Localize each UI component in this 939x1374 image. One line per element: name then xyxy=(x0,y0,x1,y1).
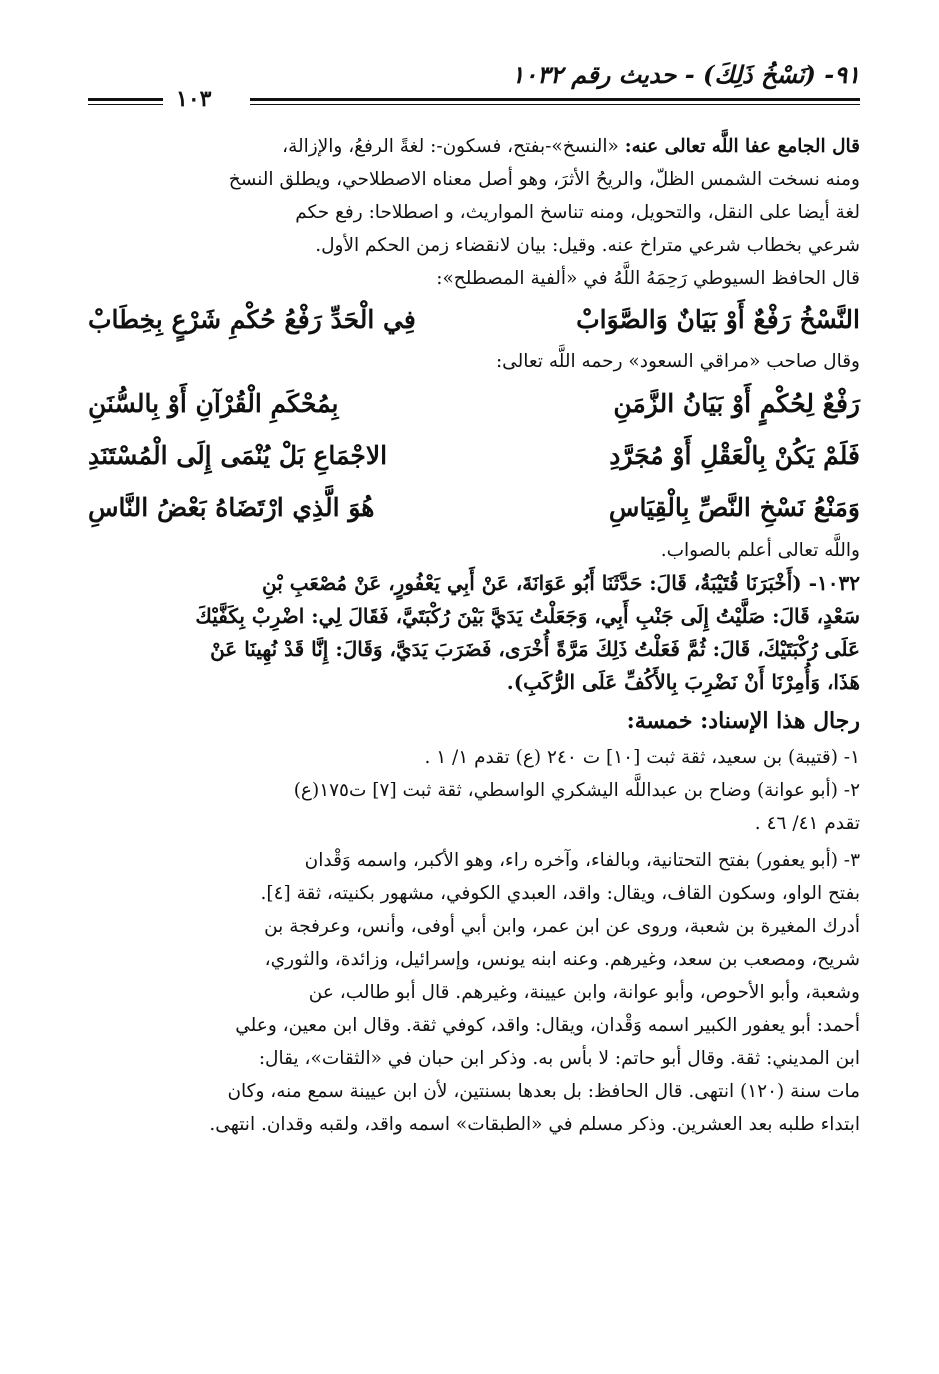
narrator-line: ابتداء طلبه بعد العشرين. وذكر مسلم في «الطبقات» اسمه واقد، ولقبه وقدان. انتهى. xyxy=(209,1114,860,1135)
book-page xyxy=(88,60,860,1350)
hadith-line: هَذَا، وَأُمِرْنَا أَنْ نَضْرِبَ بِالأَكُفِّ عَلَى الرُّكَبِ). xyxy=(506,670,860,694)
intro-line: ومنه نسخت الشمس الظلّ، والريحُ الأثرَ، وهو أصل معناه الاصطلاحي، ويطلق النسخ xyxy=(228,169,860,190)
intro-line: شرعي بخطاب شرعي متراخ عنه. وقيل: بيان لانقضاء زمن الحكم الأول. xyxy=(315,235,860,256)
maraqi-verse xyxy=(88,430,860,482)
hadith-number: ١٠٣٢- xyxy=(808,571,860,595)
header-rule-thin xyxy=(250,104,860,105)
suyuti-intro: قال الحافظ السيوطي رَحِمَهُ اللَّهُ في «ألفية المصطلح»: xyxy=(436,268,860,289)
verse-hemistich-left: فِي الْحَدِّ رَفْعُ حُكْمِ شَرْعٍ بِخِطَابْ xyxy=(88,305,416,334)
verse-hemistich-right: رَفْعٌ لِحُكْمٍ أَوْ بَيَانُ الزَّمَنِ xyxy=(613,389,860,418)
narrator-line: ٢- (أبو عوانة) وضاح بن عبداللَّه اليشكري الواسطي، ثقة ثبت [٧] ت١٧٥(ع) xyxy=(293,780,860,801)
section-heading: رجال هذا الإسناد: خمسة: xyxy=(626,708,860,734)
narrator-line: أدرك المغيرة بن شعبة، وروى عن ابن عمر، وابن أبي أوفى، وأنس، وعرفجة بن xyxy=(264,916,860,937)
hadith-line: عَلَى رُكْبَتَيْكَ، قَالَ: ثُمَّ فَعَلْتُ ذَلِكَ مَرَّةً أُخْرَى، فَضَرَبَ يَدَيَّ، وَقَالَ: إِنَّا قَدْ نُهِينَا عَنْ xyxy=(210,637,860,661)
header-rule xyxy=(250,98,860,101)
page-body xyxy=(88,130,860,1141)
narrator-line: ٣- (أبو يعفور) بفتح التحتانية، وبالفاء، وآخره راء، وهو الأكبر، واسمه وَقْدان xyxy=(304,850,860,871)
intro-line: لغة أيضا على النقل، والتحويل، ومنه تناسخ المواريث، و اصطلاحا: رفع حكم xyxy=(295,202,860,223)
narrator-line: بفتح الواو، وسكون القاف، ويقال: واقد، العبدي الكوفي، مشهور بكنيته، ثقة [٤]. xyxy=(260,883,860,904)
header-rule-left-thin xyxy=(88,104,163,105)
hadith-line: ١٠٣٢- (أَخْبَرَنَا قُتَيْبَةُ، قَالَ: حَدَّثَنَا أَبُو عَوَانَةَ، عَنْ أَبِي يَعْفُورٍ، عَنْ مُصْعَبِ بْنِ xyxy=(262,571,860,595)
hadith-line: سَعْدٍ، قَالَ: صَلَّيْتُ إِلَى جَنْبِ أَبِي، وَجَعَلْتُ يَدَيَّ بَيْنَ رُكْبَتَيَّ، فَقَالَ لِي: اضْرِبْ بِكَفَّيْكَ xyxy=(195,604,860,628)
running-header xyxy=(88,60,860,112)
hadith-text xyxy=(88,567,860,699)
maraqi-verse xyxy=(88,378,860,430)
verse-hemistich-right: فَلَمْ يَكُنْ بِالْعَقْلِ أَوْ مُجَرَّدِ xyxy=(609,441,860,470)
narrator-line: ابن المديني: ثقة. وقال أبو حاتم: لا بأس به. وذكر ابن حبان في «الثقات»، يقال: xyxy=(258,1048,860,1069)
header-rule-left xyxy=(88,98,163,101)
page-number: ١٠٣ xyxy=(176,86,212,112)
intro-lead: قال الجامع عفا اللَّه تعالى عنه: xyxy=(624,136,860,157)
suyuti-verse xyxy=(88,295,860,345)
maraqi-intro: وقال صاحب «مراقي السعود» رحمه اللَّه تعالى: xyxy=(495,351,860,372)
verse-hemistich-left: الاجْمَاعِ بَلْ يُنْمَى إِلَى الْمُسْتَنَدِ xyxy=(88,441,388,470)
narrator-line: ١- (قتيبة) بن سعيد، ثقة ثبت [١٠] ت ٢٤٠ (ع) تقدم ١/ ١ . xyxy=(424,747,860,768)
narrator-line: تقدم ٤١/ ٤٦ . xyxy=(754,813,860,834)
narrator-line: أحمد: أبو يعفور الكبير اسمه وَقْدان، ويقال: واقد، كوفي ثقة. وقال ابن معين، وعلي xyxy=(235,1015,860,1036)
verse-hemistich-left: هُوَ الَّذِي ارْتَضَاهُ بَعْضُ النَّاسِ xyxy=(88,493,375,522)
narrator-line: وشعبة، وأبو الأحوص، وأبو عوانة، وابن عيينة، وغيرهم. قال أبو طالب، عن xyxy=(308,982,860,1003)
header-title: ٩١- (نَسْخُ ذَلِكَ) - حديث رقم ١٠٣٢ xyxy=(511,60,860,89)
narrator-line: مات سنة (١٢٠) انتهى. قال الحافظ: بل بعدها بسنتين، لأن ابن عيينة سمع منه، وكان xyxy=(227,1081,860,1102)
maraqi-verse xyxy=(88,482,860,534)
verse-hemistich-right: النَّسْخُ رَفْعٌ أَوْ بَيَانٌ وَالصَّوَابْ xyxy=(576,305,860,334)
narrator-line: شريح، ومصعب بن سعد، وغيرهم. وعنه ابنه يونس، وإسرائيل، وزائدة، والثوري، xyxy=(264,949,860,970)
closing-line: واللَّه تعالى أعلم بالصواب. xyxy=(660,540,860,561)
verse-hemistich-right: وَمَنْعُ نَسْخِ النَّصِّ بِالْقِيَاسِ xyxy=(608,493,860,522)
verse-hemistich-left: بِمُحْكَمِ الْقُرْآنِ أَوْ بِالسُّنَنِ xyxy=(88,389,339,418)
intro-line: قال الجامع عفا اللَّه تعالى عنه: «النسخ»-بفتح، فسكون-: لغةً الرفعُ، والإزالة، xyxy=(282,136,860,157)
